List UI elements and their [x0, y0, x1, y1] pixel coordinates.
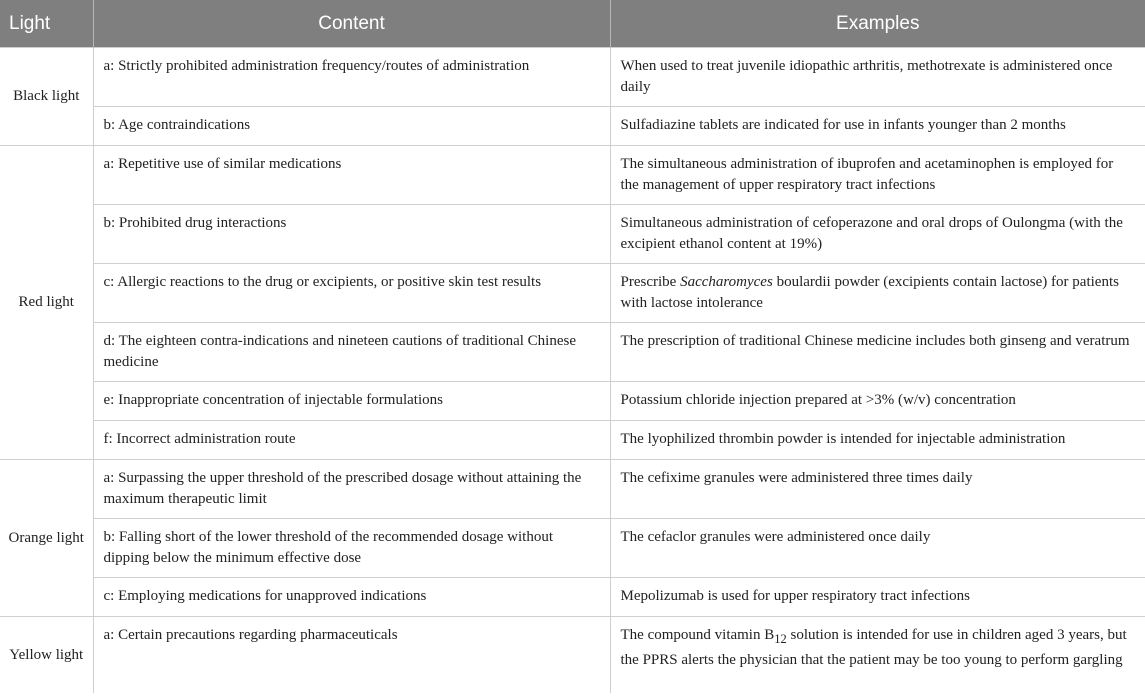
example-cell: Mepolizumab is used for upper respiratory tract infections	[610, 578, 1145, 617]
example-text: The compound vitamin B	[620, 627, 775, 643]
example-cell: The cefixime granules were administered three times daily	[610, 460, 1145, 519]
content-cell: c: Employing medications for unapproved indications	[93, 578, 610, 617]
example-text: boulardii powder (excipients contain lactose) for patients with lactose intolerance	[620, 274, 1119, 311]
group-label-yellow-light: Yellow light	[0, 617, 93, 694]
example-cell: The prescription of traditional Chinese medicine includes both ginseng and veratrum	[610, 323, 1145, 382]
group-label-orange-light: Orange light	[0, 460, 93, 617]
example-cell: Potassium chloride injection prepared at >3% (w/v) concentration	[610, 382, 1145, 421]
group-label-black-light: Black light	[0, 48, 93, 146]
table-row	[0, 323, 1145, 382]
table-row	[0, 146, 1145, 205]
content-cell: c: Allergic reactions to the drug or excipients, or positive skin test results	[93, 264, 610, 323]
example-subscript: 12	[774, 632, 787, 646]
example-italic-text: Saccharomyces	[680, 274, 773, 290]
content-cell: a: Repetitive use of similar medications	[93, 146, 610, 205]
table-row	[0, 107, 1145, 146]
example-cell	[610, 264, 1145, 323]
example-text: Prescribe	[620, 274, 681, 290]
table-row	[0, 519, 1145, 578]
content-cell: b: Age contraindications	[93, 107, 610, 146]
content-cell: e: Inappropriate concentration of injectable formulations	[93, 382, 610, 421]
content-cell: a: Certain precautions regarding pharmaceuticals	[93, 617, 610, 694]
example-cell: The cefaclor granules were administered once daily	[610, 519, 1145, 578]
example-cell: When used to treat juvenile idiopathic arthritis, methotrexate is administered once daily	[610, 48, 1145, 107]
content-cell: f: Incorrect administration route	[93, 421, 610, 460]
table-row	[0, 578, 1145, 617]
table-row	[0, 617, 1145, 694]
content-cell: d: The eighteen contra-indications and nineteen cautions of traditional Chinese medicine	[93, 323, 610, 382]
table-row	[0, 421, 1145, 460]
content-cell: b: Falling short of the lower threshold of the recommended dosage without dipping below the minimum effective dose	[93, 519, 610, 578]
content-cell: a: Surpassing the upper threshold of the prescribed dosage without attaining the maximum therapeutic limit	[93, 460, 610, 519]
example-cell: Simultaneous administration of cefoperazone and oral drops of Oulongma (with the excipient ethanol content at 19%)	[610, 205, 1145, 264]
example-text: solution is intended for use in children aged 3 years, but the PPRS alerts the physician that the patient may be too young to perform gargling	[620, 627, 1127, 668]
example-cell	[610, 617, 1145, 694]
table-row	[0, 264, 1145, 323]
header-examples: Examples	[610, 0, 1145, 48]
table-row	[0, 460, 1145, 519]
header-row	[0, 0, 1145, 48]
table-row	[0, 48, 1145, 107]
example-cell: The simultaneous administration of ibuprofen and acetaminophen is employed for the management of upper respiratory tract infections	[610, 146, 1145, 205]
example-cell: The lyophilized thrombin powder is intended for injectable administration	[610, 421, 1145, 460]
header-content: Content	[93, 0, 610, 48]
example-cell: Sulfadiazine tablets are indicated for use in infants younger than 2 months	[610, 107, 1145, 146]
header-light: Light	[0, 0, 93, 48]
content-cell: a: Strictly prohibited administration frequency/routes of administration	[93, 48, 610, 107]
content-cell: b: Prohibited drug interactions	[93, 205, 610, 264]
table-row	[0, 382, 1145, 421]
group-label-red-light: Red light	[0, 146, 93, 460]
table-row	[0, 205, 1145, 264]
